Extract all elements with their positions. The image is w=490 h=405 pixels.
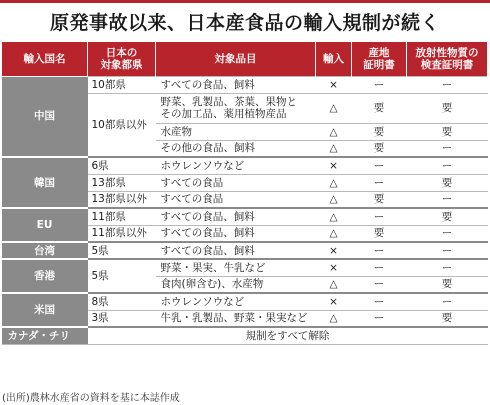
import-cell: △ bbox=[316, 225, 352, 242]
import-cell: △ bbox=[316, 140, 352, 157]
radiation-cert-cell: ー bbox=[407, 293, 488, 310]
origin-cert-cell: 要 bbox=[352, 140, 407, 157]
origin-cert-cell: 要 bbox=[352, 123, 407, 140]
radiation-cert-cell: 要 bbox=[407, 93, 488, 123]
import-cell: △ bbox=[316, 93, 352, 123]
radiation-cert-cell: ー bbox=[407, 225, 488, 242]
import-regulation-table bbox=[1, 42, 488, 345]
radiation-cert-cell: 要 bbox=[407, 276, 488, 293]
prefecture-cell: 10都県 bbox=[88, 76, 156, 93]
header-prefectures-line1: 日本の bbox=[105, 46, 138, 59]
import-cell: △ bbox=[316, 174, 352, 191]
origin-cert-cell: ー bbox=[352, 259, 407, 276]
items-cell: 野菜・果実、牛乳など bbox=[156, 259, 316, 276]
header-origin-cert-line1: 産地 bbox=[368, 46, 390, 59]
header-prefectures bbox=[88, 42, 156, 76]
header-radiation-cert-line2: 検査証明書 bbox=[420, 58, 474, 71]
import-cell: × bbox=[316, 242, 352, 259]
origin-cert-cell: ー bbox=[352, 293, 407, 310]
header-items: 対象品目 bbox=[156, 42, 316, 76]
import-cell: △ bbox=[316, 123, 352, 140]
radiation-cert-cell: 要 bbox=[407, 174, 488, 191]
import-cell: × bbox=[316, 259, 352, 276]
header-origin-cert-line2: 証明書 bbox=[363, 58, 395, 71]
items-cell: 牛乳・乳製品、野菜・果実など bbox=[156, 310, 316, 327]
prefecture-cell: 11都県以外 bbox=[88, 225, 156, 242]
source-note: (出所)農林水産省の資料を基に本誌作成 bbox=[2, 393, 180, 404]
import-cell: △ bbox=[316, 208, 352, 225]
country-cell-usa: 米国 bbox=[2, 293, 88, 327]
country-cell-korea: 韓国 bbox=[2, 157, 88, 208]
import-cell: × bbox=[316, 293, 352, 310]
items-cell: その他の食品、飼料 bbox=[156, 140, 316, 157]
prefecture-cell: 6県 bbox=[88, 157, 156, 174]
items-cell bbox=[156, 93, 316, 123]
radiation-cert-cell: 要 bbox=[407, 123, 488, 140]
country-cell-china: 中国 bbox=[2, 76, 88, 157]
header-import: 輸入 bbox=[316, 42, 352, 76]
origin-cert-cell: ー bbox=[352, 208, 407, 225]
origin-cert-cell: ー bbox=[352, 242, 407, 259]
table-row bbox=[2, 259, 488, 276]
items-cell: 食肉(卵含む)、水産物 bbox=[156, 276, 316, 293]
table-row bbox=[2, 242, 488, 259]
header-radiation-cert-line1: 放射性物質の bbox=[415, 46, 479, 59]
radiation-cert-cell: 要 bbox=[407, 310, 488, 327]
table-row bbox=[2, 157, 488, 174]
origin-cert-cell: ー bbox=[352, 76, 407, 93]
items-cell: すべての食品、飼料 bbox=[156, 76, 316, 93]
table-row bbox=[2, 76, 488, 93]
items-cell: すべての食品、飼料 bbox=[156, 242, 316, 259]
items-cell: すべての食品 bbox=[156, 174, 316, 191]
header-prefectures-line2: 対象都県 bbox=[100, 58, 143, 71]
prefecture-cell: 8県 bbox=[88, 293, 156, 310]
country-cell-hongkong: 香港 bbox=[2, 259, 88, 293]
items-line: その加工品、薬用植物産品 bbox=[160, 108, 287, 120]
origin-cert-cell: ー bbox=[352, 310, 407, 327]
prefecture-cell: 13都県以外 bbox=[88, 191, 156, 208]
country-cell-eu: EU bbox=[2, 208, 88, 242]
origin-cert-cell: ー bbox=[352, 174, 407, 191]
prefecture-cell: 3県 bbox=[88, 310, 156, 327]
prefecture-cell: 11都県 bbox=[88, 208, 156, 225]
header-country: 輸入国名 bbox=[2, 42, 88, 76]
table-row bbox=[2, 208, 488, 225]
radiation-cert-cell: ー bbox=[407, 76, 488, 93]
chart-title: 原発事故以来、日本産食品の輸入規制が続く bbox=[0, 0, 490, 40]
import-cell: × bbox=[316, 76, 352, 93]
radiation-cert-cell: 要 bbox=[407, 208, 488, 225]
items-line: 野菜、乳製品、茶葉、果物と bbox=[160, 96, 297, 108]
origin-cert-cell: 要 bbox=[352, 225, 407, 242]
radiation-cert-cell: ー bbox=[407, 140, 488, 157]
header-origin-cert bbox=[352, 42, 407, 76]
radiation-cert-cell: ー bbox=[407, 191, 488, 208]
items-cell: 水産物 bbox=[156, 123, 316, 140]
prefecture-cell: 5県 bbox=[88, 242, 156, 259]
items-cell: すべての食品、飼料 bbox=[156, 225, 316, 242]
origin-cert-cell: 要 bbox=[352, 191, 407, 208]
import-cell: △ bbox=[316, 310, 352, 327]
origin-cert-cell: ー bbox=[352, 276, 407, 293]
import-cell: △ bbox=[316, 276, 352, 293]
radiation-cert-cell: ー bbox=[407, 242, 488, 259]
items-cell: すべての食品 bbox=[156, 191, 316, 208]
origin-cert-cell: ー bbox=[352, 157, 407, 174]
items-cell: ホウレンソウなど bbox=[156, 293, 316, 310]
header-radiation-cert bbox=[407, 42, 488, 76]
prefecture-cell: 13都県 bbox=[88, 174, 156, 191]
country-cell-canada-chile: カナダ・チリ bbox=[2, 327, 88, 344]
import-cell: × bbox=[316, 157, 352, 174]
country-cell-taiwan: 台湾 bbox=[2, 242, 88, 259]
table-row bbox=[2, 293, 488, 310]
table-row bbox=[2, 327, 488, 344]
prefecture-cell: 5県 bbox=[88, 259, 156, 293]
table-header-row bbox=[2, 42, 488, 76]
radiation-cert-cell: ー bbox=[407, 259, 488, 276]
items-cell: すべての食品、飼料 bbox=[156, 208, 316, 225]
prefecture-cell: 10都県以外 bbox=[88, 93, 156, 157]
origin-cert-cell: 要 bbox=[352, 93, 407, 123]
regulation-lifted-note: 規制をすべて解除 bbox=[88, 327, 488, 344]
radiation-cert-cell: ー bbox=[407, 157, 488, 174]
items-cell: ホウレンソウなど bbox=[156, 157, 316, 174]
import-cell: △ bbox=[316, 191, 352, 208]
